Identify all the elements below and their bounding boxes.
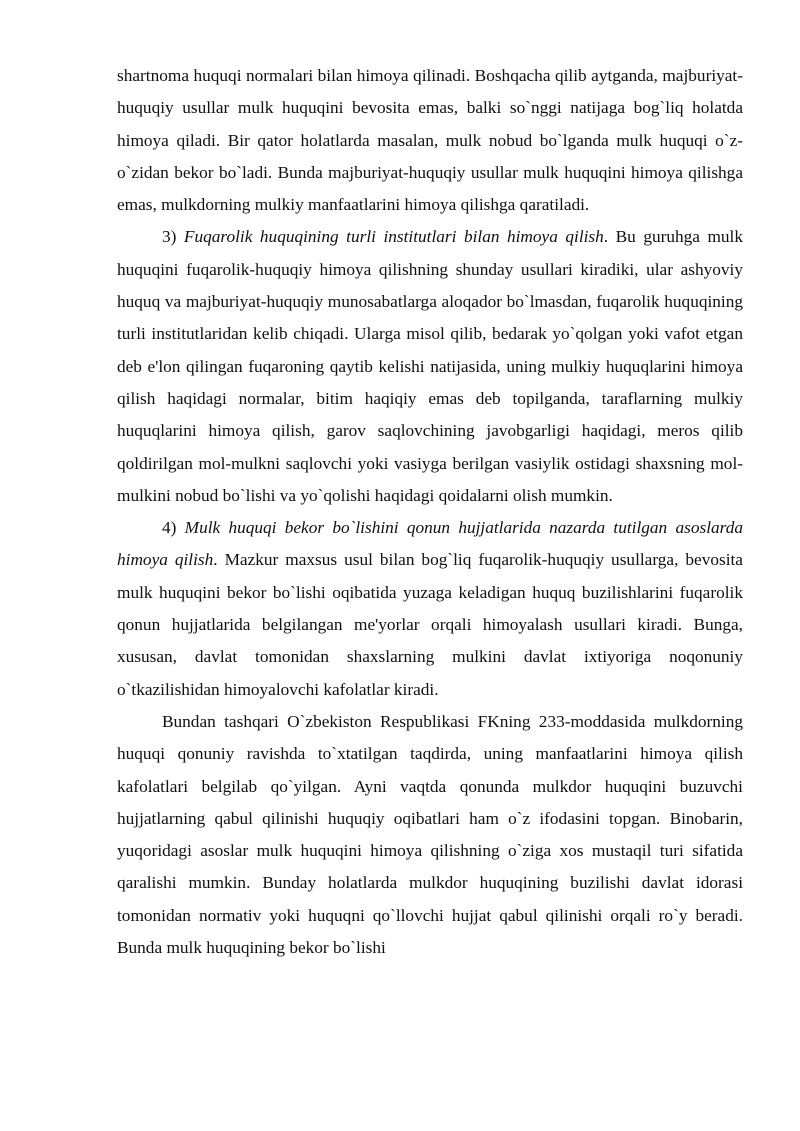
paragraph-1-text: shartnoma huquqi normalari bilan himoya qilinadi. Boshqacha qilib aytganda, majburiyat-huquqiy usullar mulk huquqini bevosita emas, balki so`nggi natijaga bog`liq holatda himoya qiladi. Bir qator holatlarda masalan, mulk nobud bo`lganda mulk huquqi o`z-o`zidan bekor bo`ladi. Bunda majburiyat-huquqiy usullar mulk huquqini himoya qilishga emas, mulkdorning mulkiy manfaatlarini himoya qilishga qaratiladi.: [117, 66, 743, 215]
paragraph-4-text: Bundan tashqari O`zbekiston Respublikasi FKning 233-moddasida mulkdorning huquqi qonuniy ravishda to`xtatilgan taqdirda, uning manfaatlarini himoya qilish kafolatlari belgilab qo`yilgan. Ayni vaqtda qonunda mulkdor huquqini buzuvchi hujjatlarning qabul qilinishi huquqiy oqibatlari ham o`z ifodasini topgan. Binobarin, yuqoridagi asoslar mulk huquqini himoya qilishning o`ziga xos mustaqil turi sifatida qaralishi mumkin. Bunday holatlarda mulkdor huquqining buzilishi davlat idorasi tomonidan normativ yoki huquqni qo`llovchi hujjat qabul qilinishi orqali ro`y beradi. Bunda mulk huquqining bekor bo`lishi: [117, 711, 743, 958]
paragraph-3-number: 4): [162, 518, 185, 538]
paragraph-2-number: 3): [162, 227, 184, 247]
paragraph-2: [117, 221, 743, 512]
paragraph-2-text: . Bu guruhga mulk huquqini fuqarolik-huquqiy himoya qilishning shunday usullari kiradiki, ular ashyoviy huquq va majburiyat-huquqiy munosabatlarga aloqador bo`lmasdan, fuqarolik huquqining turli institutlaridan kelib chiqadi. Ularga misol qilib, bedarak yo`qolgan yoki vafot etgan deb e'lon qilingan fuqaroning qaytib kelishi natijasida, uning mulkiy huquqlarini himoya qilish haqidagi normalar, bitim haqiqiy emas deb topilganda, taraflarning mulkiy huquqlarini himoya qilish, garov saqlovchining javobgarligi haqidagi, meros qilib qoldirilgan mol-mulkni saqlovchi yoki vasiyga berilgan vasiylik ostidagi shaxsning mol-mulkini nobud bo`lishi va yo`qolishi haqidagi qoidalarni olish mumkin.: [117, 227, 743, 505]
paragraph-3: [117, 512, 743, 706]
paragraph-2-heading: Fuqarolik huquqining turli institutlari bilan himoya qilish: [183, 227, 604, 247]
document-page: [117, 60, 743, 964]
paragraph-1: [117, 60, 743, 221]
paragraph-3-text: . Mazkur maxsus usul bilan bog`liq fuqarolik-huquqiy usullarga, bevosita mulk huquqini bekor bo`lishi oqibatida yuzaga keladigan huquq buzilishlarini fuqarolik qonun hujjatlarida belgilangan me'yorlar orqali himoyalash usullari kiradi. Bunga, xususan, davlat tomonidan shaxslarning mulkini davlat ixtiyoriga noqonuniy o`tkazilishidan himoyalovchi kafolatlar kiradi.: [117, 550, 743, 699]
paragraph-4: [117, 706, 743, 964]
paragraph-3-heading: Mulk huquqi bekor bo`lishini qonun hujjatlarida nazarda tutilgan asoslarda himoya qilish: [117, 518, 744, 570]
